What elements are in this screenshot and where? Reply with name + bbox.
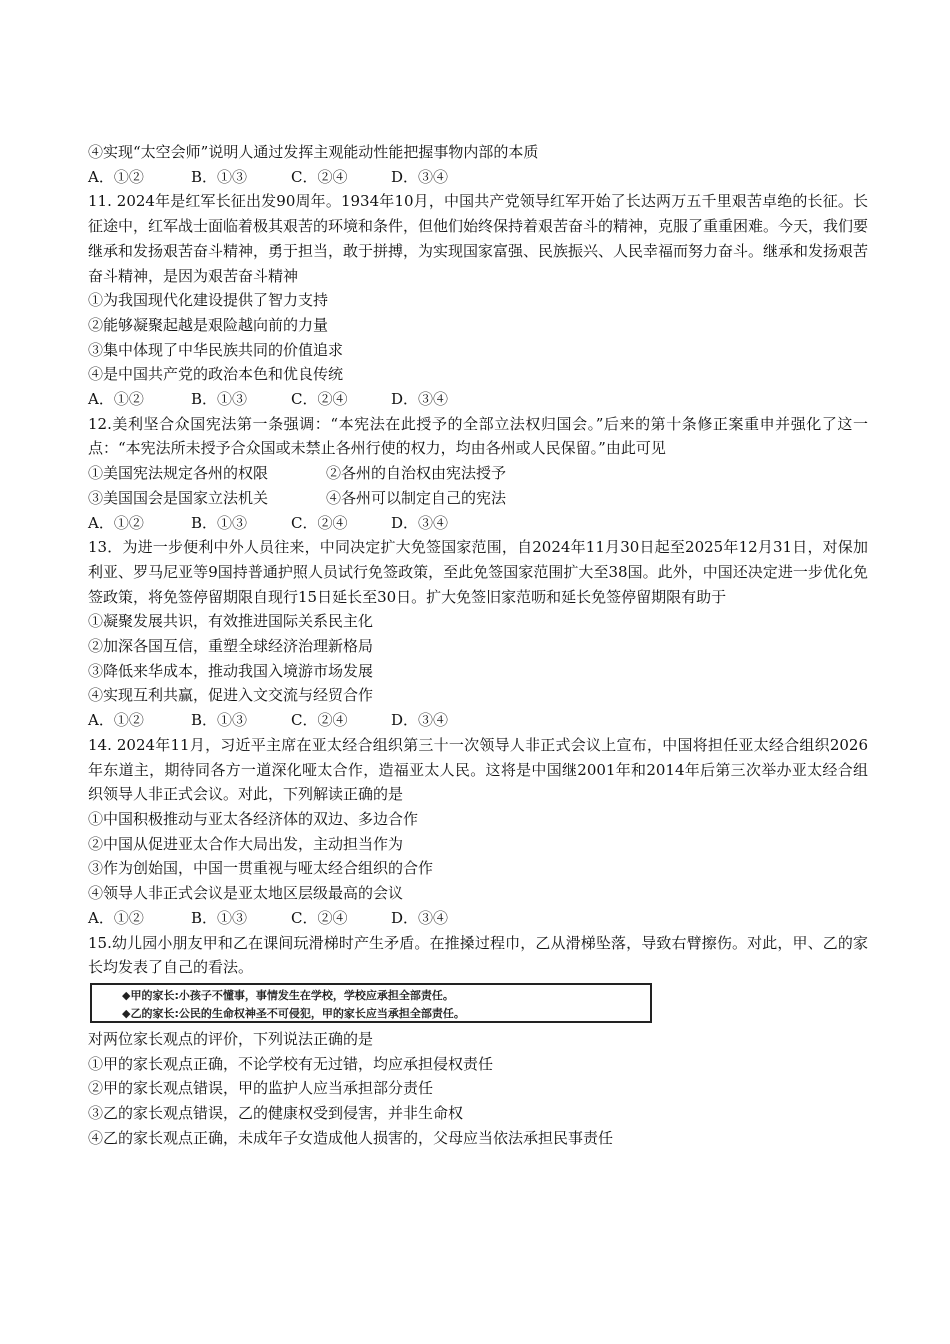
q12-item-3: ③美国国会是国家立法机关 bbox=[88, 488, 269, 507]
option-c: C．②④ bbox=[291, 908, 348, 927]
q14-options bbox=[88, 906, 868, 931]
parent-yi-opinion: ◆乙的家长:公民的生命权神圣不可侵犯，甲的家长应当承担全部责任。 bbox=[122, 1006, 465, 1020]
q11-stem: 11. 2024年是红军长征出发90周年。1934年10月，中国共产党领导红军开始了长达两万五千里艰苦卓绝的长征。长征途中，红军战士面临着极其艰苦的环境和条件，但他们始终保持着艰苦奋斗的精神，克服了重重困难。今天，我们要继承和发扬艰苦奋斗精神，勇于担当，敢于拼搏，为实现国家富强、民族振兴、人民幸福而努力奋斗。继承和发扬艰苦奋斗精神，是因为艰苦奋斗精神 bbox=[88, 192, 869, 285]
option-a: A．①② bbox=[88, 167, 144, 186]
q11-item-3: ③集中体现了中华民族共同的价值追求 bbox=[88, 340, 344, 359]
option-b: B．①③ bbox=[191, 908, 248, 927]
option-b: B．①③ bbox=[191, 390, 248, 409]
q12-items-row-2 bbox=[88, 486, 868, 511]
q12-stem: 12.美利坚合众国宪法第一条强调：“本宪法在此授予的全部立法权归国会。”后来的第十条修正案重申并强化了这一点：“本宪法所未授予合众国或未禁止各州行使的权力，均由各州或人民保留。”由此可见 bbox=[88, 414, 868, 458]
q12-item-2: ②各州的自治权由宪法授予 bbox=[326, 464, 507, 483]
option-c: C．②④ bbox=[291, 390, 348, 409]
option-d: D．③④ bbox=[391, 513, 449, 532]
parent-jia-opinion: ◆甲的家长:小孩子不懂事，事情发生在学校，学校应承担全部责任。 bbox=[122, 988, 454, 1002]
option-a: A．①② bbox=[88, 908, 144, 927]
option-b: B．①③ bbox=[191, 513, 248, 532]
q15-item-3: ③乙的家长观点错误，乙的健康权受到侵害，并非生命权 bbox=[88, 1104, 464, 1123]
option-b: B．①③ bbox=[191, 167, 248, 186]
q15-item-1: ①甲的家长观点正确，不论学校有无过错，均应承担侵权责任 bbox=[88, 1054, 494, 1073]
option-d: D．③④ bbox=[391, 711, 449, 730]
q15-item-4: ④乙的家长观点正确，未成年子女造成他人损害的，父母应当依法承担民事责任 bbox=[88, 1128, 614, 1147]
q14-item-4: ④领导人非正式会议是亚太地区层级最高的会议 bbox=[88, 884, 404, 903]
q12-items-row-1 bbox=[88, 461, 868, 486]
q15-question: 对两位家长观点的评价，下列说法正确的是 bbox=[88, 1029, 374, 1048]
q13-stem: 13．为进一步便利中外人员往来，中同决定扩大免签国家范围，自2024年11月30日起至2025年12月31日，对保加利亚、罗马尼亚等9国持普通护照人员试行免签政策，至此免签国家范围扩大至38国。此外，中国还决定进一步优化免签政策，将免签停留期限自现行15日延长至30日。扩大免签旧家范呖和延长免签停留期限有助于 bbox=[88, 538, 868, 606]
q10-options bbox=[88, 165, 868, 190]
q11-options bbox=[88, 387, 868, 412]
option-a: A．①② bbox=[88, 513, 144, 532]
q14-stem: 14. 2024年11月，习近平主席在亚太经合组织第三十一次领导人非正式会议上宣布，中国将担任亚太经合组织2026年东道主，期待同各方一道深化哑太合作，造福亚太人民。这将是中国继2001年和2014年后第三次举办亚太经合组织领导人非正式会议。对此，下列解读正确的是 bbox=[88, 735, 868, 804]
q14-item-1: ①中国积极推动与亚太各经济体的双边、多边合作 bbox=[88, 809, 419, 828]
q13-item-2: ②加深各国互信，重塑全球经济治理新格局 bbox=[88, 637, 374, 656]
option-d: D．③④ bbox=[391, 167, 449, 186]
option-c: C．②④ bbox=[291, 513, 348, 532]
q13-item-4: ④实现互利共赢，促进入文交流与经贸合作 bbox=[88, 686, 374, 705]
option-b: B．①③ bbox=[191, 711, 248, 730]
q13-options bbox=[88, 708, 868, 733]
q12-options bbox=[88, 511, 868, 536]
q11-item-2: ②能够凝聚起越是艰险越向前的力量 bbox=[88, 315, 329, 334]
option-d: D．③④ bbox=[391, 390, 449, 409]
q11-item-4: ④是中国共产党的政治本色和优良传统 bbox=[88, 365, 344, 384]
q15-item-2: ②甲的家长观点错误，甲的监护人应当承担部分责任 bbox=[88, 1079, 434, 1098]
q12-item-1: ①美国宪法规定各州的权限 bbox=[88, 464, 269, 483]
q15-stem: 15.幼儿园小朋友甲和乙在课间玩滑梯时产生矛盾。在推搡过程巾，乙从滑梯坠落，导致右臂擦伤。对此，甲、乙的家长均发表了自己的看法。 bbox=[88, 933, 868, 977]
q11-item-1: ①为我国现代化建设提供了智力支持 bbox=[88, 291, 329, 310]
q14-item-2: ②中国从促进亚太合作大局出发，主动担当作为 bbox=[88, 834, 404, 853]
q13-item-1: ①凝聚发展共识，有效推进国际关系民主化 bbox=[88, 612, 374, 631]
q10-item-4: ④实现“太空会师”说明人通过发挥主观能动性能把握事物内部的本质 bbox=[88, 143, 539, 161]
option-a: A．①② bbox=[88, 711, 144, 730]
option-d: D．③④ bbox=[391, 908, 449, 927]
q13-item-3: ③降低来华成本，推动我国入境游市场发展 bbox=[88, 661, 374, 680]
q14-item-3: ③作为创始国，中国一贯重视与哑太经合组织的合作 bbox=[88, 859, 434, 878]
option-c: C．②④ bbox=[291, 711, 348, 730]
option-c: C．②④ bbox=[291, 167, 348, 186]
q12-item-4: ④各州可以制定自己的宪法 bbox=[326, 488, 507, 507]
exam-page bbox=[88, 140, 868, 1150]
parents-opinion-box bbox=[90, 983, 652, 1023]
option-a: A．①② bbox=[88, 390, 144, 409]
